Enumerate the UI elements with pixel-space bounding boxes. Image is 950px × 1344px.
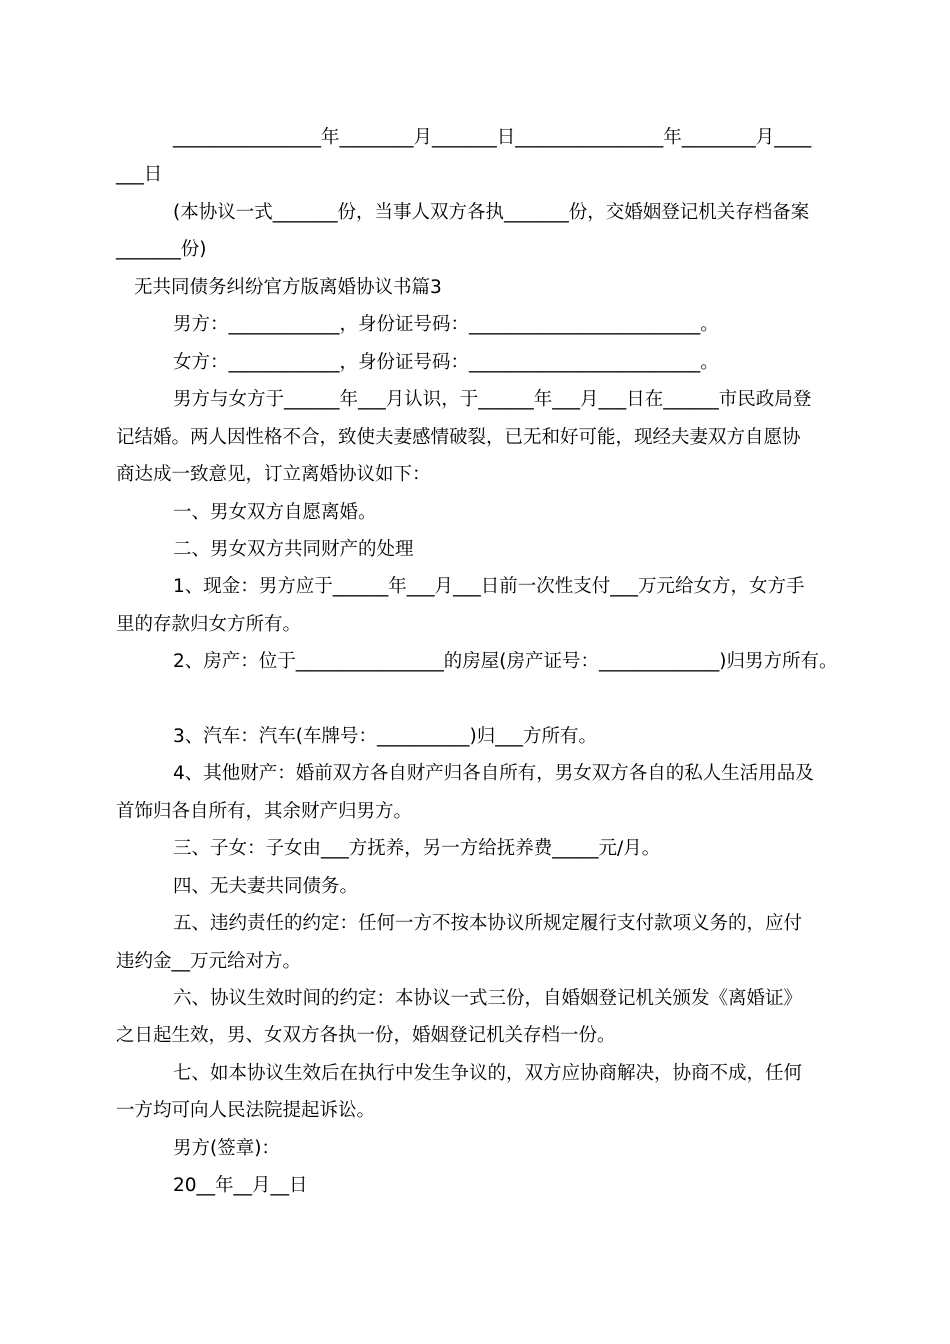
male-party-line: 男方：____________，身份证号码：_________________________。: [173, 314, 719, 335]
date-line-1: ________________年________月_______日________________年________月____: [173, 127, 812, 148]
liability-clause-line-1: 五、违约责任的约定：任何一方不按本协议所规定履行支付款项义务的，应付: [173, 913, 803, 934]
dispute-clause-line-1: 七、如本协议生效后在执行中发生争议的，双方应协商解决，协商不成，任何: [173, 1063, 803, 1084]
children-clause: 三、子女：子女由___方抚养，另一方给抚养费_____元/月。: [173, 838, 661, 859]
intro-paragraph-line-1: 男方与女方于______年___月认识，于______年___月___日在______市民政局登: [173, 389, 812, 410]
car-clause: 3、汽车：汽车(车牌号：__________)归___方所有。: [173, 726, 597, 747]
effective-clause-line-2: 之日起生效，男、女双方各执一份，婚姻登记机关存档一份。: [116, 1025, 616, 1046]
female-party-line: 女方：____________，身份证号码：_________________________。: [173, 352, 719, 373]
intro-paragraph-line-2: 记结婚。两人因性格不合，致使夫妻感情破裂，已无和好可能，现经夫妻双方自愿协: [116, 427, 801, 448]
signature-date-line: 20__年__月__日: [173, 1175, 308, 1196]
date-line-2: ___日: [116, 164, 163, 185]
male-signature-line: 男方(签章)：: [173, 1138, 280, 1159]
cash-clause-line-1: 1、现金：男方应于______年___月___日前一次性支付___万元给女方，女方手: [173, 576, 805, 597]
other-property-line-2: 首饰归各自所有，其余财产归男方。: [116, 801, 413, 822]
copies-line-1: (本协议一式_______份，当事人双方各执_______份，交婚姻登记机关存档备案: [173, 202, 810, 223]
intro-paragraph-line-3: 商达成一致意见，订立离婚协议如下：: [116, 464, 431, 485]
clause-1: 一、男女双方自愿离婚。: [173, 502, 377, 523]
cash-clause-line-2: 里的存款归女方所有。: [116, 614, 302, 635]
copies-line-2: _______份): [116, 239, 207, 260]
liability-clause-line-2: 违约金__万元给对方。: [116, 951, 302, 972]
clause-2: 二、男女双方共同财产的处理: [173, 539, 414, 560]
dispute-clause-line-2: 一方均可向人民法院提起诉讼。: [116, 1100, 376, 1121]
property-clause: 2、房产：位于________________的房屋(房产证号：_____________)归男方所有。: [173, 651, 838, 672]
other-property-line-1: 4、其他财产：婚前双方各自财产归各自所有，男女双方各自的私人生活用品及: [173, 763, 814, 784]
section-title: 无共同债务纠纷官方版离婚协议书篇3: [134, 277, 442, 298]
debt-clause: 四、无夫妻共同债务。: [173, 876, 359, 897]
effective-clause-line-1: 六、协议生效时间的约定：本协议一式三份，自婚姻登记机关颁发《离婚证》: [173, 988, 803, 1009]
